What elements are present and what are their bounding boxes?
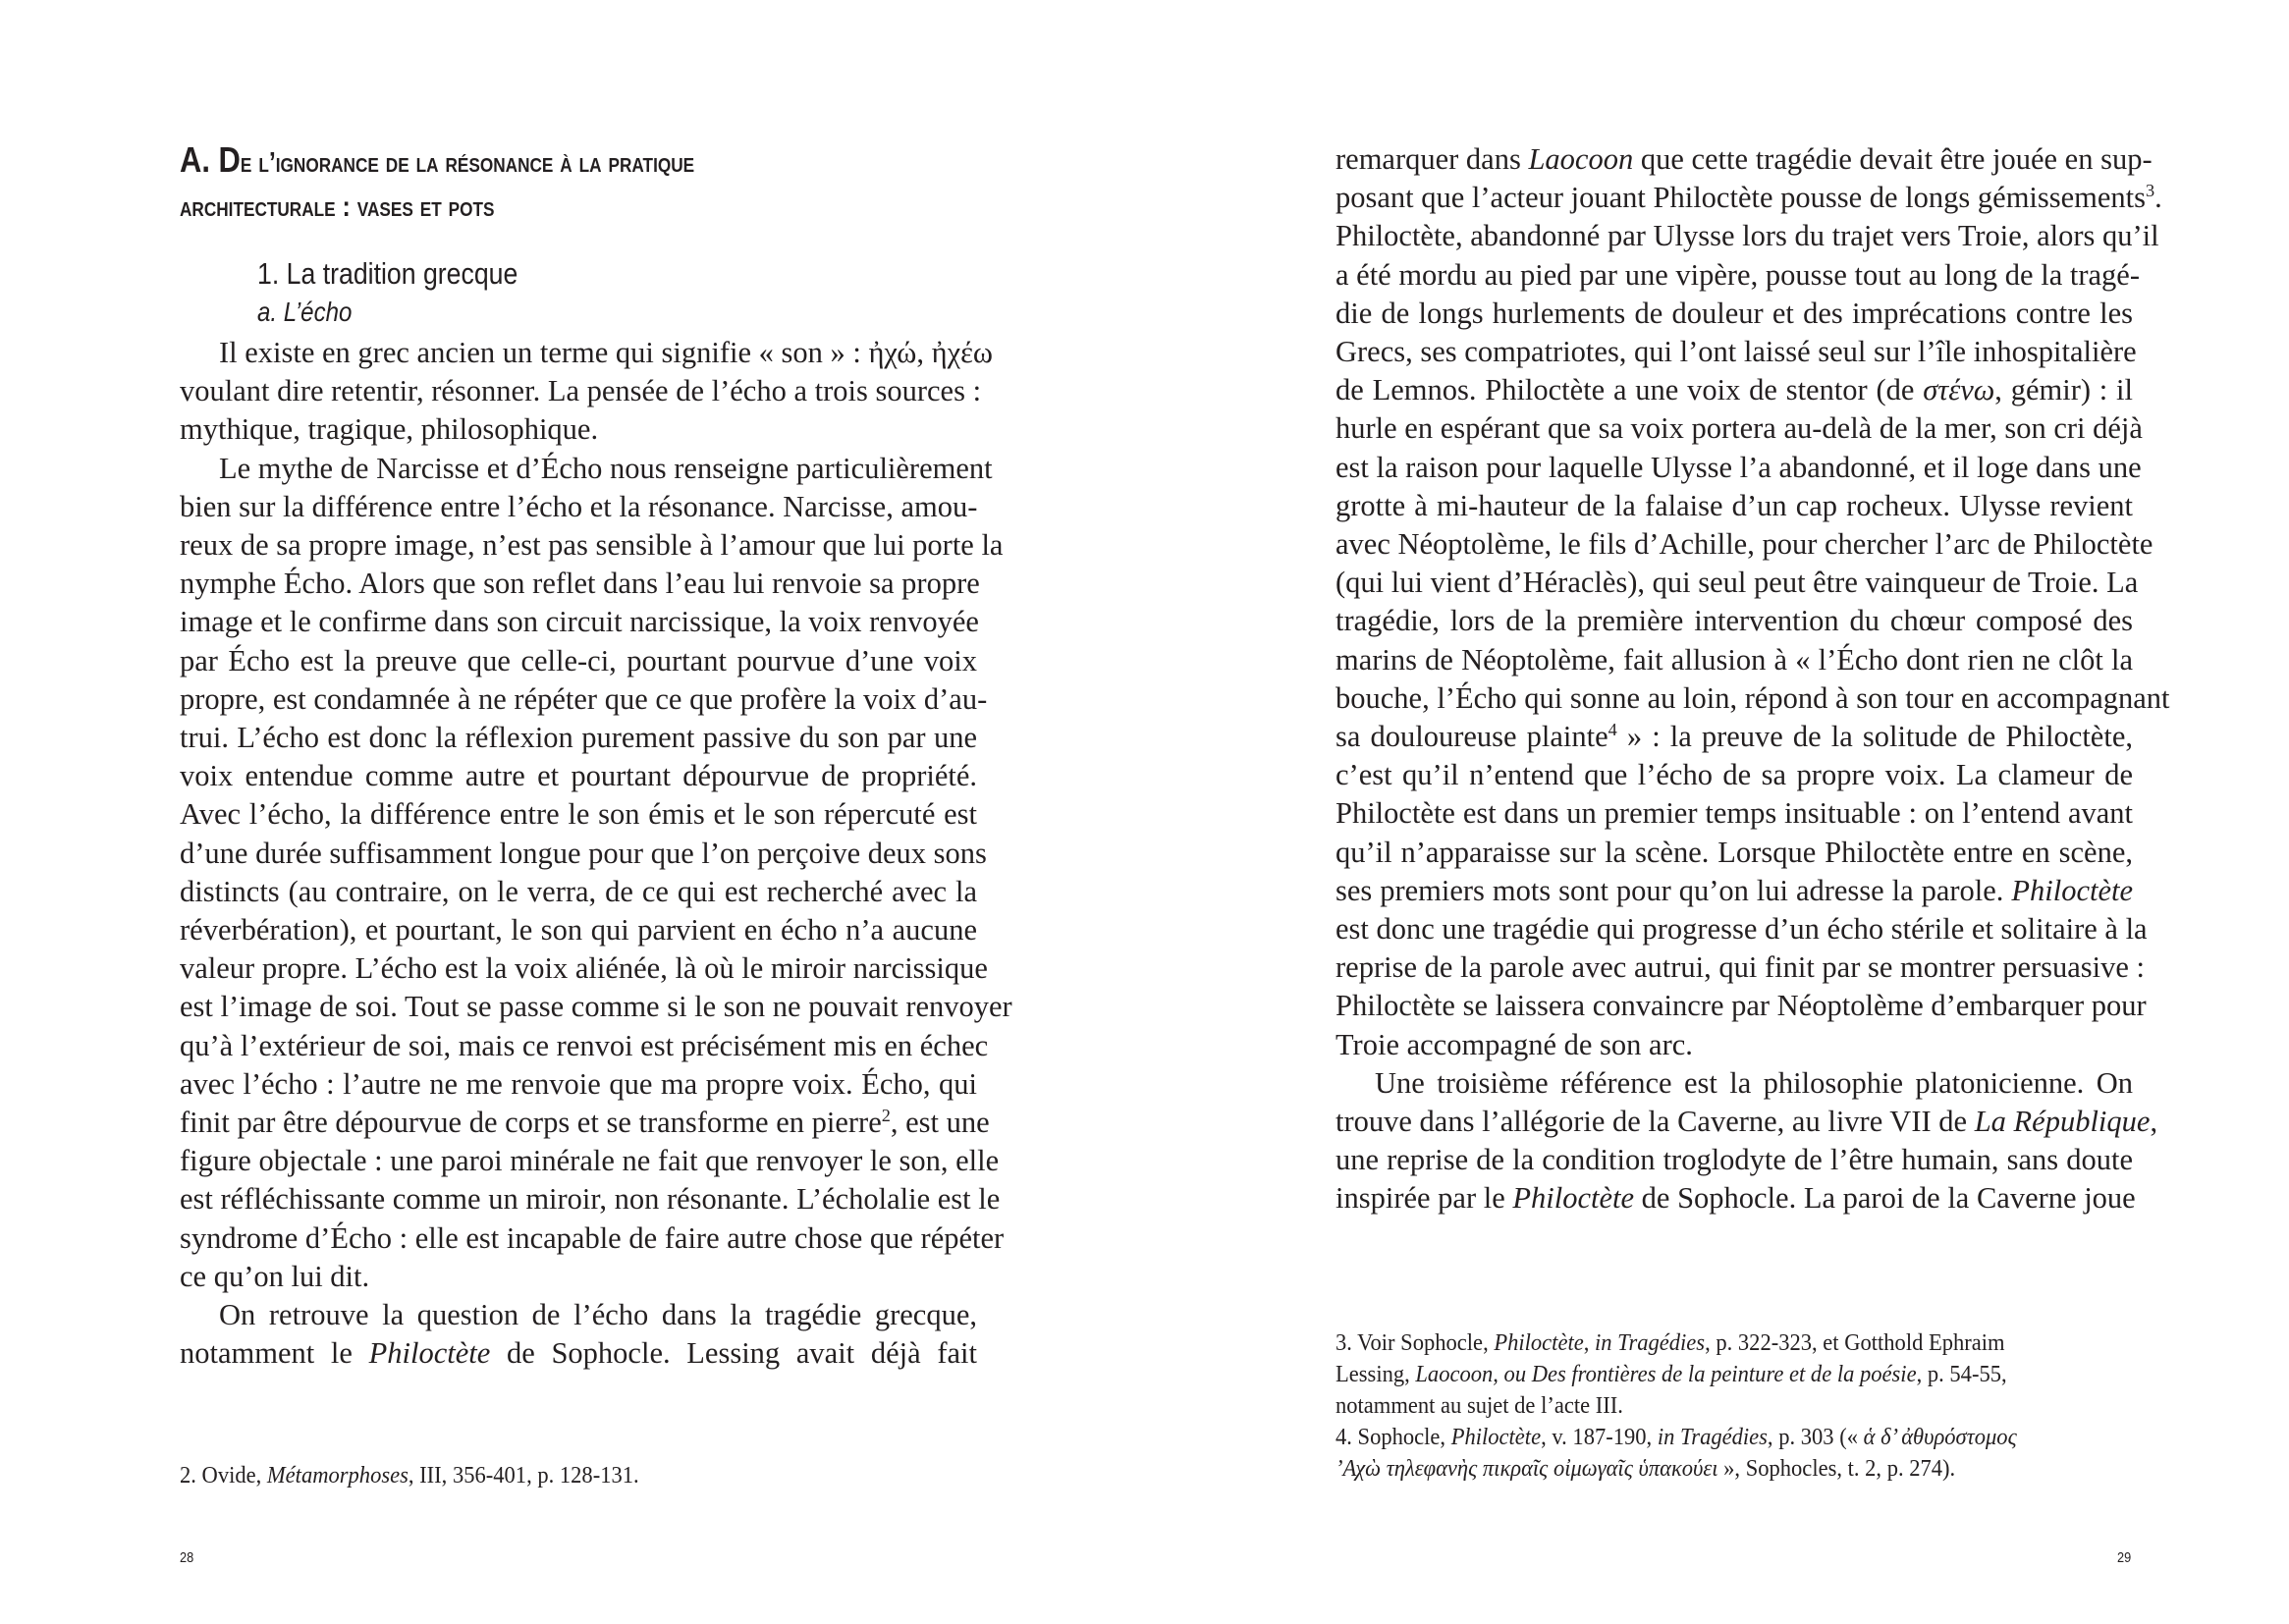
text-line: a été mordu au pied par une vipère, pousse tout au long de la tragé- <box>1335 257 2140 292</box>
text-line: est l’image de soi. Tout se passe comme si le son ne pouvait renvoyer <box>180 990 1012 1024</box>
text-line: distincts (au contraire, on le verra, de ce qui est recherché avec la <box>180 874 977 908</box>
footnotes-right <box>1335 1327 2131 1485</box>
text-line: qu’à l’extérieur de soi, mais ce renvoi est précisément mis en échec <box>180 1028 989 1062</box>
text-line: Le mythe de Narcisse et d’Écho nous renseigne particulièrement <box>219 451 993 485</box>
text-line: d’une durée suffisamment longue pour que l’on perçoive deux sons <box>180 836 987 870</box>
footnote-3: 3. Voir Sophocle, Philoctète, in Tragédies, p. 322-323, et Gotthold Ephraim Lessing, Laocoon, ou Des frontières de la peinture et de la poésie, p. 54-55, notamment au sujet de l’acte III. <box>1335 1329 2007 1419</box>
right-body-text <box>1335 140 2170 1218</box>
footnote-4: 4. Sophocle, Philoctète, v. 187-190, in Tragédies, p. 303 (« ἁ δ’ ἀθυρόστομος ’Αχὼ τηλεφανὴς πικραῖς οἰμωγαῖς ὑπακούει », Sophocles, t. 2, p. 274). <box>1335 1424 2017 1482</box>
text-line-with-footnote: posant que l’acteur jouant Philoctète pousse de longs gémissements$^3$. <box>1335 181 2162 215</box>
text-line: marins de Néoptolème, fait allusion à « l’Écho dont rien ne clôt la <box>1335 642 2133 677</box>
left-body-text <box>180 334 1012 1373</box>
text-line: inspirée par le Philoctète de Sophocle. La paroi de la Caverne joue <box>1335 1181 2136 1216</box>
text-line-with-footnote: sa douloureuse plainte$^4$ » : la preuve de la solitude de Philoctète, <box>1335 719 2133 754</box>
text-line: trui. L’écho est donc la réflexion purement passive du son par une <box>180 721 977 755</box>
text-line: hurle en espérant que sa voix portera au-delà de la mer, son cri déjà <box>1335 411 2143 446</box>
text-line: est la raison pour laquelle Ulysse l’a abandonné, et il loge dans une <box>1335 450 2142 484</box>
text-line: reprise de la parole avec autrui, qui finit par se montrer persuasive : <box>1335 950 2146 985</box>
text-line: grotte à mi-hauteur de la falaise d’un cap rocheux. Ulysse revient <box>1335 488 2133 522</box>
text-line: est donc une tragédie qui progresse d’un écho stérile et solitaire à la <box>1335 912 2148 947</box>
text-line: ce qu’on lui dit. <box>180 1259 370 1293</box>
subheading-block <box>180 254 977 331</box>
text-line: Une troisième référence est la philosophie platonicienne. On <box>1375 1065 2133 1100</box>
text-line: Troie accompagné de son arc. <box>1335 1027 1693 1061</box>
subheading-tradition-grecque: 1. La tradition grecque <box>257 256 518 291</box>
text-line: nymphe Écho. Alors que son reflet dans l’eau lui renvoie sa propre <box>180 567 980 601</box>
subheading-echo: a. L’écho <box>257 297 353 327</box>
text-line: réverbération), et pourtant, le son qui parvient en écho n’a aucune <box>180 913 977 947</box>
text-line: une reprise de la condition troglodyte de l’être humain, sans doute <box>1335 1143 2133 1177</box>
text-line: voix entendue comme autre et pourtant dépourvue de propriété. <box>180 759 977 793</box>
text-line: de Lemnos. Philoctète a une voix de stentor (de στένω, gémir) : il <box>1335 373 2133 407</box>
text-line: trouve dans l’allégorie de la Caverne, au livre VII de La République, <box>1335 1105 2158 1139</box>
page-number-28: 28 <box>180 1549 194 1566</box>
text-line: Philoctète, abandonné par Ulysse lors du trajet vers Troie, alors qu’il <box>1335 219 2159 253</box>
left-page <box>0 0 1144 1624</box>
section-heading <box>180 137 977 230</box>
text-line: est réfléchissante comme un miroir, non résonante. L’écholalie est le <box>180 1182 1001 1217</box>
text-line: avec l’écho : l’autre ne me renvoie que ma propre voix. Écho, qui <box>180 1066 977 1101</box>
text-line: qu’il n’apparaisse sur la scène. Lorsque Philoctète entre en scène, <box>1335 835 2133 869</box>
text-line: bouche, l’Écho qui sonne au loin, répond à son tour en accompagnant <box>1335 680 2170 715</box>
text-line: syndrome d’Écho : elle est incapable de faire autre chose que répéter <box>180 1220 1005 1255</box>
text-line: remarquer dans Laocoon que cette tragédie devait être jouée en sup- <box>1335 142 2153 176</box>
text-line: valeur propre. L’écho est la voix aliénée, là où le miroir narcissique <box>180 951 988 986</box>
footnote-2: 2. Ovide, Métamorphoses, III, 356-401, p. 128-131. <box>180 1462 639 1489</box>
footnote-ref-3[interactable]: 3 <box>2146 181 2155 201</box>
right-page <box>1145 0 2289 1624</box>
text-line: Philoctète est dans un premier temps insituable : on l’entend avant <box>1335 796 2133 831</box>
text-line-with-footnote: finit par être dépourvue de corps et se transforme en pierre$^2$, est une <box>180 1105 990 1140</box>
text-line: On retrouve la question de l’écho dans la tragédie grecque, <box>219 1298 977 1332</box>
text-line: bien sur la différence entre l’écho et la résonance. Narcisse, amou- <box>180 489 978 523</box>
text-line: ses premiers mots sont pour qu’on lui adresse la parole. Philoctète <box>1335 873 2133 907</box>
text-line: voulant dire retentir, résonner. La pensée de l’écho a trois sources : <box>180 374 982 408</box>
page-number-29: 29 <box>2117 1549 2132 1566</box>
text-line: tragédie, lors de la première intervention du chœur composé des <box>1335 604 2133 638</box>
heading-line-1: e l’ignorance de la résonance à la pratique <box>240 147 695 179</box>
text-line: Grecs, ses compatriotes, qui l’ont laissé seul sur l’île inhospitalière <box>1335 335 2137 369</box>
text-line: notamment le Philoctète de Sophocle. Lessing avait déjà fait <box>180 1336 977 1371</box>
text-line: Philoctète se laissera convaincre par Néoptolème d’embarquer pour <box>1335 989 2147 1023</box>
text-line: c’est qu’il n’entend que l’écho de sa propre voix. La clameur de <box>1335 758 2133 792</box>
text-line: avec Néoptolème, le fils d’Achille, pour chercher l’arc de Philoctète <box>1335 527 2153 562</box>
text-line: mythique, tragique, philosophique. <box>180 412 599 447</box>
footnote-ref-4[interactable]: 4 <box>1608 719 1617 739</box>
text-line: propre, est condamnée à ne répéter que ce que profère la voix d’au- <box>180 681 988 716</box>
text-line: Il existe en grec ancien un terme qui signifie « son » : ἠχώ, ἠχέω <box>219 336 993 369</box>
heading-line-2: architecturale : vases et pots <box>180 191 495 223</box>
text-line: image et le confirme dans son circuit narcissique, la voix renvoyée <box>180 605 979 639</box>
text-line: figure objectale : une paroi minérale ne fait que renvoyer le son, elle <box>180 1144 1000 1178</box>
text-line: reux de sa propre image, n’est pas sensible à l’amour que lui porte la <box>180 528 1004 563</box>
text-line: par Écho est la preuve que celle-ci, pourtant pourvue d’une voix <box>180 643 977 677</box>
text-line: (qui lui vient d’Héraclès), qui seul peut être vainqueur de Troie. La <box>1335 566 2139 600</box>
text-line: Avec l’écho, la différence entre le son émis et le son répercuté est <box>180 797 977 832</box>
heading-initial: A. D <box>180 139 241 180</box>
text-line: die de longs hurlements de douleur et des imprécations contre les <box>1335 296 2133 330</box>
footnote-ref-2[interactable]: 2 <box>881 1105 891 1125</box>
